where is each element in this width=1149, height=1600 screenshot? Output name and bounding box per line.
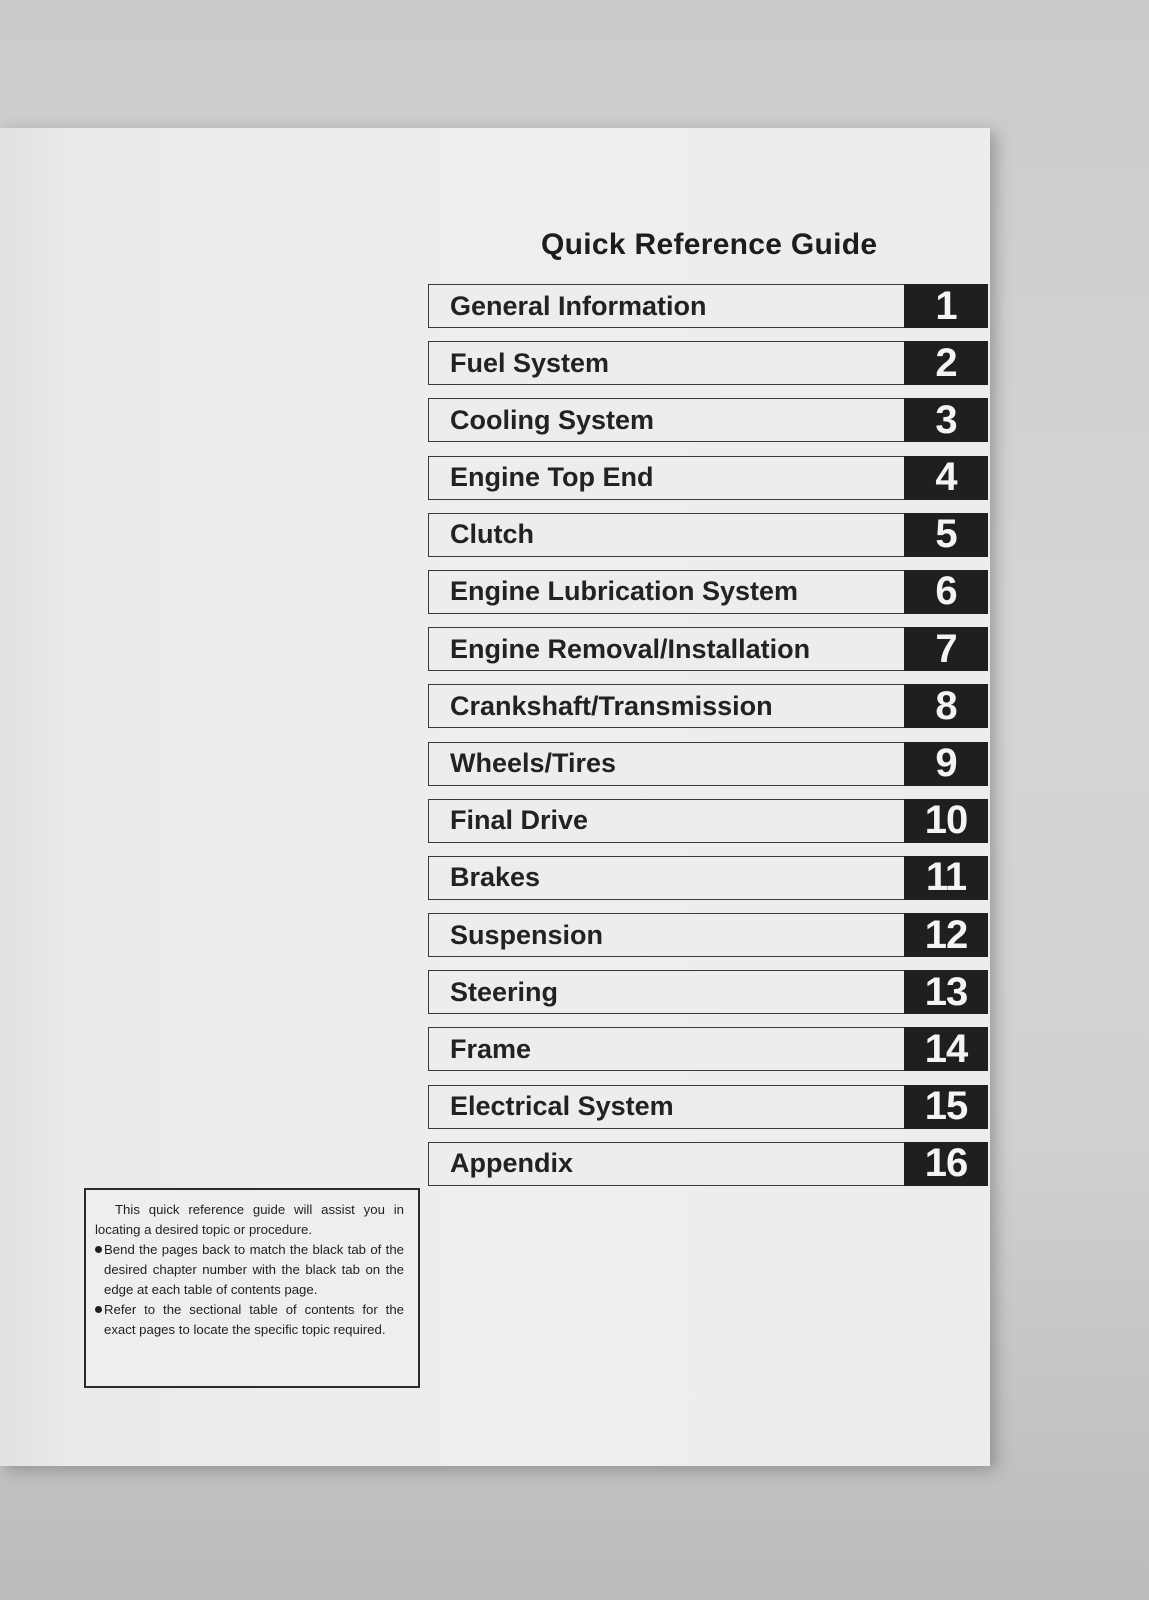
note-bullet-text: Bend the pages back to match the black tab of the desired chapter number with the black tab on the edge at each table of contents page.	[104, 1242, 404, 1297]
chapter-label: Wheels/Tires	[428, 742, 904, 786]
chapter-row-wheels-tires[interactable]	[428, 742, 988, 786]
chapter-row-clutch[interactable]	[428, 513, 988, 557]
bullet-icon	[95, 1306, 102, 1313]
chapter-label: Engine Removal/Installation	[428, 627, 904, 671]
chapter-list	[428, 284, 988, 1199]
chapter-label: Final Drive	[428, 799, 904, 843]
chapter-row-electrical-system[interactable]	[428, 1085, 988, 1129]
chapter-tab[interactable]: 4	[904, 456, 988, 500]
chapter-row-crankshaft-transmission[interactable]	[428, 684, 988, 728]
chapter-label: Brakes	[428, 856, 904, 900]
chapter-row-engine-lubrication-system[interactable]	[428, 570, 988, 614]
chapter-tab[interactable]: 2	[904, 341, 988, 385]
chapter-tab[interactable]: 15	[904, 1085, 988, 1129]
chapter-label: Engine Top End	[428, 456, 904, 500]
chapter-row-suspension[interactable]	[428, 913, 988, 957]
chapter-tab[interactable]: 1	[904, 284, 988, 328]
chapter-label: Clutch	[428, 513, 904, 557]
chapter-tab[interactable]: 13	[904, 970, 988, 1014]
chapter-row-frame[interactable]	[428, 1027, 988, 1071]
chapter-label: Steering	[428, 970, 904, 1014]
chapter-tab[interactable]: 6	[904, 570, 988, 614]
chapter-row-appendix[interactable]	[428, 1142, 988, 1186]
chapter-row-general-information[interactable]	[428, 284, 988, 328]
chapter-row-brakes[interactable]	[428, 856, 988, 900]
chapter-row-fuel-system[interactable]	[428, 341, 988, 385]
chapter-label: Appendix	[428, 1142, 904, 1186]
chapter-tab[interactable]: 5	[904, 513, 988, 557]
note-bullet-item	[95, 1300, 404, 1340]
note-intro-text: This quick reference guide will assist you in locating a desired topic or procedure.	[95, 1202, 404, 1237]
chapter-tab[interactable]: 9	[904, 742, 988, 786]
chapter-label: Electrical System	[428, 1085, 904, 1129]
chapter-row-cooling-system[interactable]	[428, 398, 988, 442]
chapter-row-engine-removal-installation[interactable]	[428, 627, 988, 671]
chapter-tab[interactable]: 11	[904, 856, 988, 900]
chapter-label: Frame	[428, 1027, 904, 1071]
chapter-row-engine-top-end[interactable]	[428, 456, 988, 500]
chapter-tab[interactable]: 16	[904, 1142, 988, 1186]
chapter-row-steering[interactable]	[428, 970, 988, 1014]
chapter-tab[interactable]: 8	[904, 684, 988, 728]
chapter-tab[interactable]: 12	[904, 913, 988, 957]
chapter-tab[interactable]: 10	[904, 799, 988, 843]
chapter-label: Crankshaft/Transmission	[428, 684, 904, 728]
chapter-label: General Information	[428, 284, 904, 328]
note-bullet-text: Refer to the sectional table of contents for the exact pages to locate the specific topic required.	[104, 1302, 404, 1337]
page-title: Quick Reference Guide	[541, 228, 878, 261]
chapter-tab[interactable]: 3	[904, 398, 988, 442]
note-bullet-item	[95, 1240, 404, 1300]
chapter-label: Suspension	[428, 913, 904, 957]
chapter-label: Cooling System	[428, 398, 904, 442]
bullet-icon	[95, 1246, 102, 1253]
chapter-label: Fuel System	[428, 341, 904, 385]
chapter-label: Engine Lubrication System	[428, 570, 904, 614]
instruction-note-box	[84, 1188, 420, 1388]
chapter-tab[interactable]: 7	[904, 627, 988, 671]
chapter-row-final-drive[interactable]	[428, 799, 988, 843]
chapter-tab[interactable]: 14	[904, 1027, 988, 1071]
